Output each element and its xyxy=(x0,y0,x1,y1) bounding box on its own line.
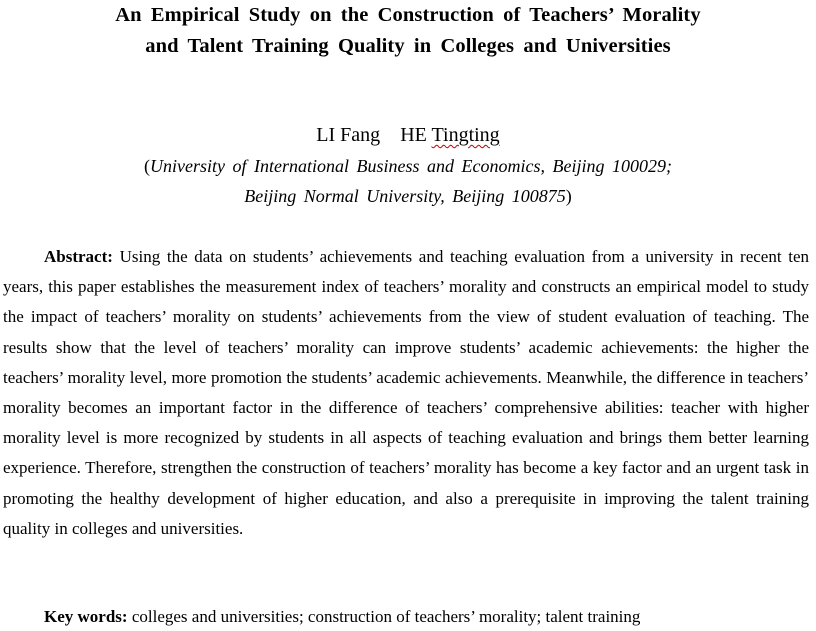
author-name: LI Fang xyxy=(316,124,381,146)
abstract-label: Abstract: xyxy=(44,247,113,266)
paper-title-line-2: and Talent Training Quality in Colleges and Universities xyxy=(145,35,671,57)
affiliation-line-1 xyxy=(0,152,816,180)
affiliation-close-paren: ) xyxy=(565,186,572,206)
author-list xyxy=(0,121,816,149)
abstract-body: Using the data on students’ achievements and teaching evaluation from a university in recent ten years, this paper establishes the measurement index of teachers’ morality and constructs an empirical model to study the impact of teachers’ morality on students’ achievements from the view of student evaluation of teaching. The results show that the level of teachers’ morality can improve students’ academic achievements: the higher the teachers’ morality level, more promotion the students’ academic achievements. Meanwhile, the difference in teachers’ morality becomes an important factor in the difference of teachers’ comprehensive abilities: teacher with higher morality level is more recognized by students in all aspects of teaching evaluation and brings them better learning experience. Therefore, strengthen the construction of teachers’ morality has become a key factor and an urgent task in promoting the healthy development of higher education, and also a prerequisite in improving the talent training quality in colleges and universities. xyxy=(3,247,809,538)
author-name: HE xyxy=(400,124,427,146)
affiliation-line-2 xyxy=(0,182,816,210)
keywords-line xyxy=(44,603,814,631)
author-name-spellcheck: Tingting xyxy=(431,124,500,146)
affiliation-open-paren: ( xyxy=(144,156,151,176)
keywords-label: Key words: xyxy=(44,607,128,626)
affiliation-text: University of International Business and Economics, Beijing 100029; xyxy=(150,156,672,176)
paper-title-line-1: An Empirical Study on the Construction of Teachers’ Morality xyxy=(115,4,701,26)
affiliation-text: Beijing Normal University, Beijing 100875 xyxy=(244,186,566,206)
abstract-paragraph xyxy=(3,242,809,544)
keywords-text: colleges and universities; construction of teachers’ morality; talent training xyxy=(131,607,641,626)
